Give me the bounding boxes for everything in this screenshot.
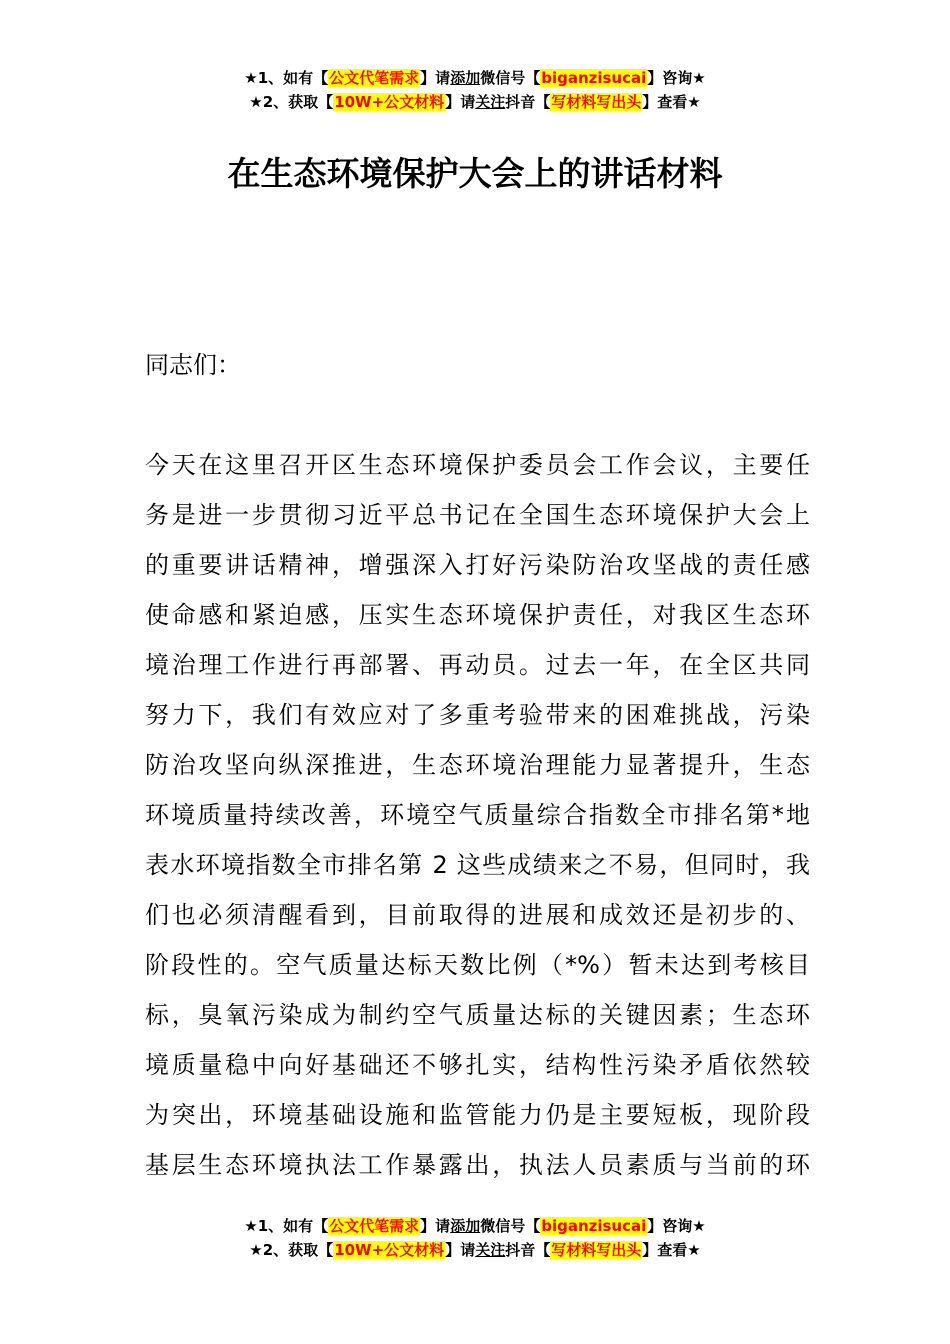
paragraph-line: 的重要讲话精神，增强深入打好污染防治攻坚战的责任感 — [145, 551, 810, 579]
banner-line-2 — [0, 1238, 950, 1262]
banner-text: 】查看★ — [642, 1241, 701, 1259]
paragraph-line: 使命感和紧迫感，压实生态环境保护责任，对我区生态环 — [145, 601, 810, 629]
banner-highlight-service: 公文代笔需求 — [329, 69, 420, 87]
paragraph-line: 标，臭氧污染成为制约空气质量达标的关键因素；生态环 — [145, 1001, 810, 1029]
banner-text: 微信号【 — [480, 69, 541, 87]
banner-underlined-text: 添加 — [450, 69, 481, 87]
body-paragraph — [145, 440, 810, 1190]
banner-highlight-materials: 10W+公文材料 — [334, 1241, 445, 1259]
banner-highlight-wechat: biganzisucai — [541, 69, 647, 87]
banner-text: 】请 — [445, 93, 476, 111]
paragraph-line: 阶段性的。空气质量达标天数比例（*%）暂未达到考核目 — [145, 951, 810, 979]
banner-line-1 — [0, 1214, 950, 1238]
paragraph-line: 表水环境指数全市排名第 2 这些成绩来之不易，但同时，我 — [145, 851, 810, 879]
paragraph-line: 境质量稳中向好基础还不够扎实，结构性污染矛盾依然较 — [145, 1051, 810, 1079]
paragraph-line: 基层生态环境执法工作暴露出，执法人员素质与当前的环 — [145, 1151, 810, 1179]
paragraph-line: 环境质量持续改善，环境空气质量综合指数全市排名第*地 — [145, 801, 810, 829]
banner-highlight-materials: 10W+公文材料 — [334, 93, 445, 111]
banner-text: 】请 — [445, 1241, 476, 1259]
banner-text: 】咨询★ — [647, 69, 706, 87]
banner-text: ★1、如有【 — [244, 69, 329, 87]
banner-underlined-text: 添加 — [450, 1217, 481, 1235]
banner-text: ★2、获取【 — [249, 93, 334, 111]
banner-highlight-douyin: 写材料写出头 — [551, 1241, 642, 1259]
salutation: 同志们： — [145, 351, 241, 379]
banner-underlined-text: 关注 — [475, 1241, 506, 1259]
banner-text: 】咨询★ — [647, 1217, 706, 1235]
paragraph-line: 今天在这里召开区生态环境保护委员会工作会议，主要任 — [145, 451, 810, 479]
paragraph-line: 们也必须清醒看到，目前取得的进展和成效还是初步的、 — [145, 901, 810, 929]
banner-text: 微信号【 — [480, 1217, 541, 1235]
banner-text: ★1、如有【 — [244, 1217, 329, 1235]
banner-line-1 — [0, 66, 950, 90]
banner-underlined-text: 关注 — [475, 93, 506, 111]
document-title: 在生态环境保护大会上的讲话材料 — [227, 154, 723, 193]
banner-text: 】请 — [420, 69, 451, 87]
top-banner — [0, 66, 950, 114]
paragraph-line: 务是进一步贯彻习近平总书记在全国生态环境保护大会上 — [145, 501, 810, 529]
paragraph-line: 努力下，我们有效应对了多重考验带来的困难挑战，污染 — [145, 701, 810, 729]
banner-text: 】请 — [420, 1217, 451, 1235]
banner-highlight-douyin: 写材料写出头 — [551, 93, 642, 111]
banner-text: 抖音【 — [505, 1241, 551, 1259]
paragraph-line: 为突出，环境基础设施和监管能力仍是主要短板，现阶段 — [145, 1101, 810, 1129]
banner-highlight-service: 公文代笔需求 — [329, 1217, 420, 1235]
paragraph-line: 境治理工作进行再部署、再动员。过去一年，在全区共同 — [145, 651, 810, 679]
bottom-banner — [0, 1214, 950, 1262]
banner-highlight-wechat: biganzisucai — [541, 1217, 647, 1235]
banner-line-2 — [0, 90, 950, 114]
banner-text: 抖音【 — [505, 93, 551, 111]
banner-text: 】查看★ — [642, 93, 701, 111]
paragraph-line: 防治攻坚向纵深推进，生态环境治理能力显著提升，生态 — [145, 751, 810, 779]
banner-text: ★2、获取【 — [249, 1241, 334, 1259]
